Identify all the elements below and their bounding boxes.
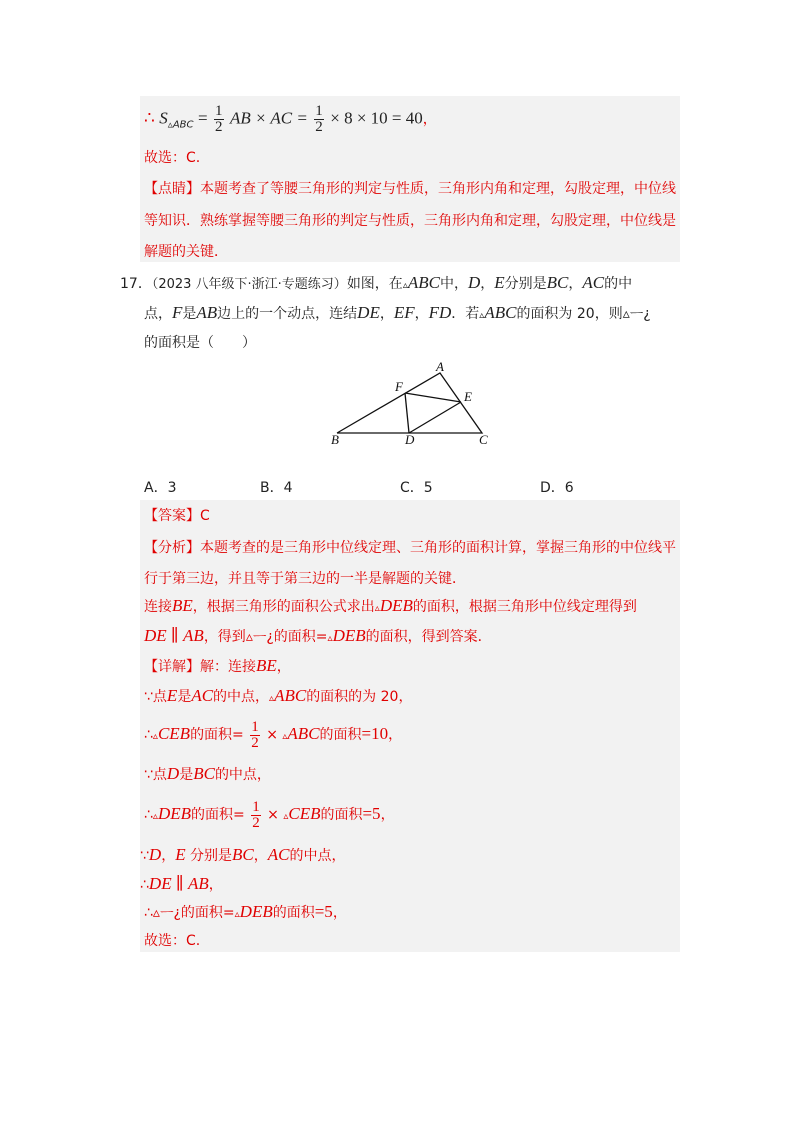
answer-tag: 【答案】 xyxy=(144,508,200,524)
label-b: B xyxy=(331,432,339,446)
step-4: ∴▵DEB的面积= $\frac{1}{2}$ × ▵CEB的面积=5， xyxy=(144,798,395,831)
analysis-line-4: DE ∥ AB，得到▵ᅳ¿的面积=▵DEB的面积，得到答案． xyxy=(144,626,492,645)
analysis-line-3: 连接BE，根据三角形的面积公式求出▵DEB的面积，根据三角形中位线定理得到 xyxy=(144,596,637,615)
answer-line-top: 故选：C. xyxy=(144,150,201,166)
label-d: D xyxy=(405,432,415,446)
comment-tag: 【点睛】 xyxy=(144,181,200,197)
question-line-2: 点，F是AB边上的一个动点，连结DE，EF，FD．若▵ABC的面积为 20，则▵ᅳ¿ xyxy=(144,303,651,322)
step-3: ∵点D是BC的中点， xyxy=(144,764,271,783)
option-b[interactable]: B．4 xyxy=(260,480,293,496)
option-a[interactable]: A．3 xyxy=(144,480,177,496)
segment-de xyxy=(409,402,461,433)
detail-line: 【详解】解：连接BE， xyxy=(144,656,291,675)
analysis-tag: 【分析】 xyxy=(144,540,200,556)
question-source: （2023 八年级下·浙江·专题练习） xyxy=(151,277,347,292)
fraction-half: $\frac{1}{2}$ xyxy=(215,103,223,135)
question-line-3: 的面积是（ ） xyxy=(144,335,256,351)
step-1: ∵点E是AC的中点，▵ABC的面积的为 20， xyxy=(144,686,413,705)
comment-line-3: 解题的关键． xyxy=(144,244,228,260)
analysis-line-2: 行于第三边，并且等于第三边的一半是解题的关键． xyxy=(144,571,466,587)
triangle-figure xyxy=(325,358,505,446)
label-f: F xyxy=(395,379,403,394)
fraction-half-3: $\frac{1}{2}$ xyxy=(251,718,259,751)
area-equation: ∴ $S_{▵ABC}$ = $\frac{1}{2}$ AB × AC = $\frac{1}{2}$ × 8 × 10 = 40， xyxy=(144,103,437,135)
question-number: 17． xyxy=(120,276,152,292)
label-e: E xyxy=(464,389,472,404)
step-2: ∴▵CEB的面积= $\frac{1}{2}$ × ▵ABC的面积=10， xyxy=(144,718,403,751)
label-c: C xyxy=(479,432,488,446)
label-a: A xyxy=(436,359,444,374)
step-7: ∴▵ᅳ¿的面积=▵DEB的面积=5， xyxy=(144,902,347,921)
analysis-line-1: 【分析】本题考查的是三角形中位线定理、三角形的面积计算，掌握三角形的中位线平 xyxy=(144,540,676,556)
question-line-1: 17．（2023 八年级下·浙江·专题练习）如图，在▵ABC中，D，E分别是BC，AC的中 xyxy=(120,273,633,292)
fraction-half-4: $\frac{1}{2}$ xyxy=(252,798,260,831)
comment-line-1: 【点睛】本题考查了等腰三角形的判定与性质，三角形内角和定理，勾股定理，中位线 xyxy=(144,181,676,197)
step-5: ∵D，E 分别是BC，AC的中点， xyxy=(140,845,346,864)
comment-line-2: 等知识．熟练掌握等腰三角形的判定与性质，三角形内角和定理，勾股定理，中位线是 xyxy=(144,213,676,229)
answer-line: 【答案】C xyxy=(144,508,210,524)
fraction-half-2: $\frac{1}{2}$ xyxy=(315,103,323,135)
final-answer: 故选：C. xyxy=(144,933,201,949)
option-c[interactable]: C．5 xyxy=(400,480,433,496)
option-d[interactable]: D．6 xyxy=(540,480,574,496)
detail-tag: 【详解】 xyxy=(144,659,200,675)
segment-fe xyxy=(405,393,461,402)
segment-fd xyxy=(405,393,409,433)
step-6: ∴DE ∥ AB， xyxy=(140,874,223,893)
